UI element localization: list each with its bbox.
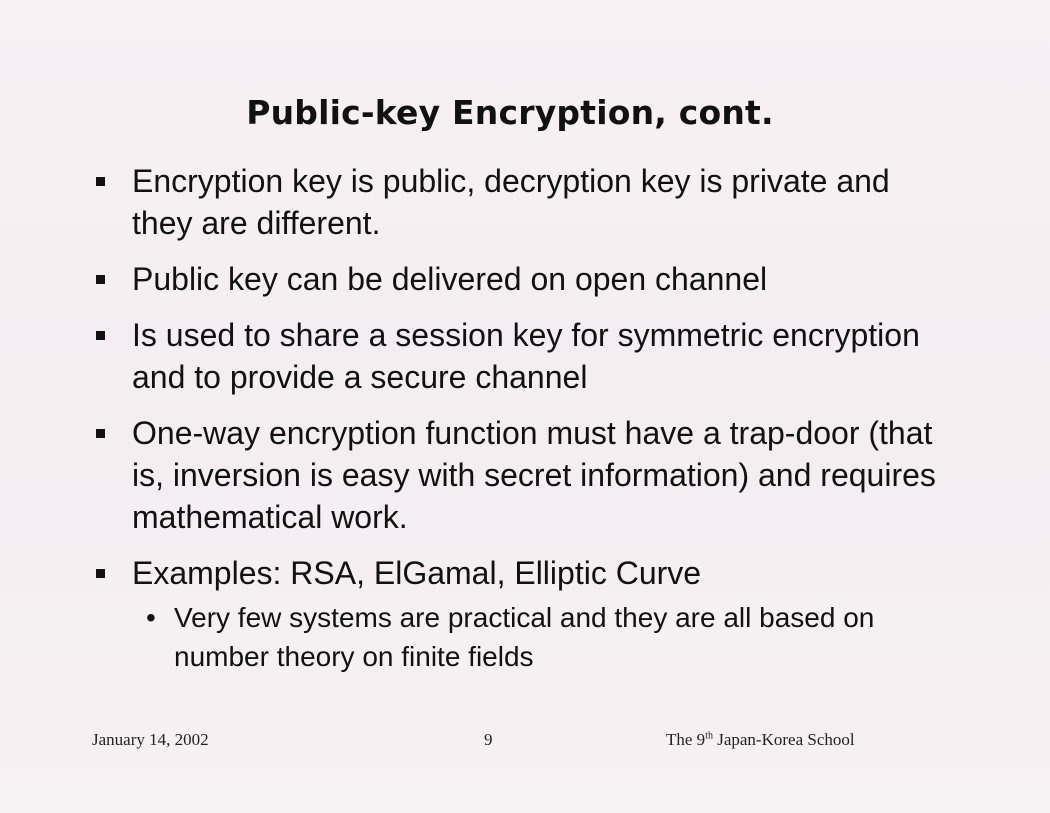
bullet-text: Encryption key is public, decryption key is private and they are different. [132, 163, 890, 241]
slide-title: Public-key Encryption, cont. [246, 93, 774, 132]
bullet-item [90, 160, 950, 244]
sub-bullet-item [132, 598, 950, 676]
footer-date: January 14, 2002 [92, 730, 209, 749]
square-bullet-icon [96, 177, 105, 186]
bullet-item [90, 314, 950, 398]
dot-bullet-icon: • [146, 602, 156, 633]
footer-page-number: 9 [484, 730, 493, 749]
footer-event-superscript: th [705, 730, 713, 742]
square-bullet-icon [96, 429, 105, 438]
bullet-list [90, 160, 950, 690]
square-bullet-icon [96, 569, 105, 578]
bullet-text: Examples: RSA, ElGamal, Elliptic Curve [132, 555, 702, 591]
square-bullet-icon [96, 331, 105, 340]
footer-event [666, 730, 855, 750]
sub-bullet-list [132, 598, 950, 676]
footer-event-suffix: Japan-Korea School [712, 730, 855, 749]
footer-event-prefix: The 9 [666, 730, 706, 749]
bullet-text: Public key can be delivered on open channel [132, 261, 768, 297]
bullet-item [90, 412, 950, 538]
square-bullet-icon [96, 275, 105, 284]
bullet-text: One-way encryption function must have a trap-door (that is, inversion is easy with secret information) and requires mathematical work. [132, 415, 936, 535]
sub-bullet-text: Very few systems are practical and they are all based on number theory on finite fields [174, 602, 875, 672]
bullet-item [90, 258, 950, 300]
bullet-text: Is used to share a session key for symmetric encryption and to provide a secure channel [132, 317, 920, 395]
bullet-item [90, 552, 950, 676]
